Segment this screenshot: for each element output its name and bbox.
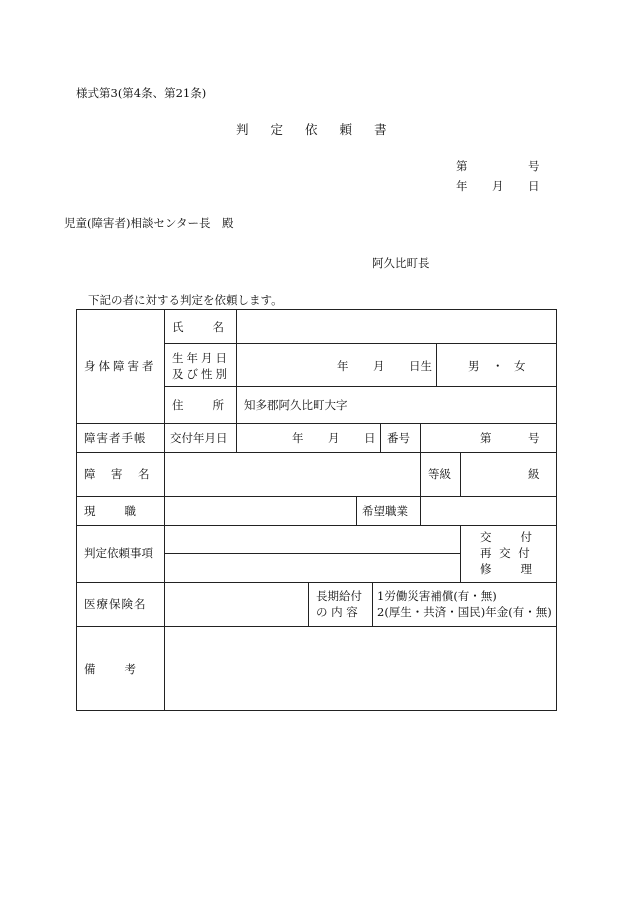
date-month: 月 [492,179,504,193]
handbook-number-prefix: 第 [480,431,492,445]
title-char: 依 [305,122,318,137]
long-term-label-2: の 内 容 [316,605,358,619]
name-label: 氏 名 [172,320,226,334]
option-repair[interactable]: 修 理 [480,562,534,576]
sex-male[interactable]: 男 [468,359,480,373]
birth-year: 年 [337,359,349,373]
long-term-option-2[interactable]: 2(厚生・共済・国民)年金(有・無) [377,605,552,619]
option-reissue[interactable]: 再 交 付 [480,546,532,560]
doc-number-label: 第 [456,159,468,173]
intro-text: 下記の者に対する判定を依頼します。 [88,293,283,307]
birth-label-1: 生年月日 [172,351,230,365]
issue-day: 日 [364,431,376,445]
birth-month: 月 [373,359,385,373]
sex-female[interactable]: 女 [514,359,526,373]
title-char: 頼 [339,122,353,137]
birth-label-2: 及び性別 [172,367,230,381]
title-char: 定 [270,122,284,137]
handbook-label: 障害者手帳 [84,431,147,445]
remarks-label: 備 考 [84,662,138,676]
person-label-text: 身体障害者 [84,359,157,373]
disability-label: 障 害 名 [84,467,152,481]
request-label: 判定依頼事項 [84,546,153,560]
address-value[interactable]: 知多郡阿久比町大字 [244,398,348,412]
handbook-number-label: 番号 [387,431,410,445]
name-field[interactable] [240,320,552,336]
title-char: 書 [374,122,387,137]
issue-date-label: 交付年月日 [170,431,228,445]
recipient: 児童(障害者)相談センター長 殿 [64,216,234,230]
sender: 阿久比町長 [372,256,430,270]
date-year: 年 [456,179,468,193]
title-char: 判 [236,122,249,137]
desired-job-label: 希望職業 [362,504,408,518]
sex-separator: ・ [492,359,504,373]
birth-day: 日生 [409,359,432,373]
long-term-option-1[interactable]: 1労働災害補償(有・無) [377,589,497,603]
date-day: 日 [528,179,540,193]
grade-suffix: 級 [528,467,540,481]
issue-month: 月 [328,431,340,445]
issue-year: 年 [292,431,304,445]
long-term-label-1: 長期給付 [316,589,362,603]
option-issue[interactable]: 交 付 [480,530,534,544]
form-number: 様式第3(第4条、第21条) [76,86,207,100]
person-label [84,359,156,373]
address-label: 住 所 [172,398,226,412]
grade-label: 等級 [428,467,451,481]
handbook-number-suffix: 号 [528,431,540,445]
insurance-label: 医療保険名 [84,597,147,611]
job-label: 現 職 [84,504,138,518]
doc-number-suffix: 号 [528,159,540,173]
